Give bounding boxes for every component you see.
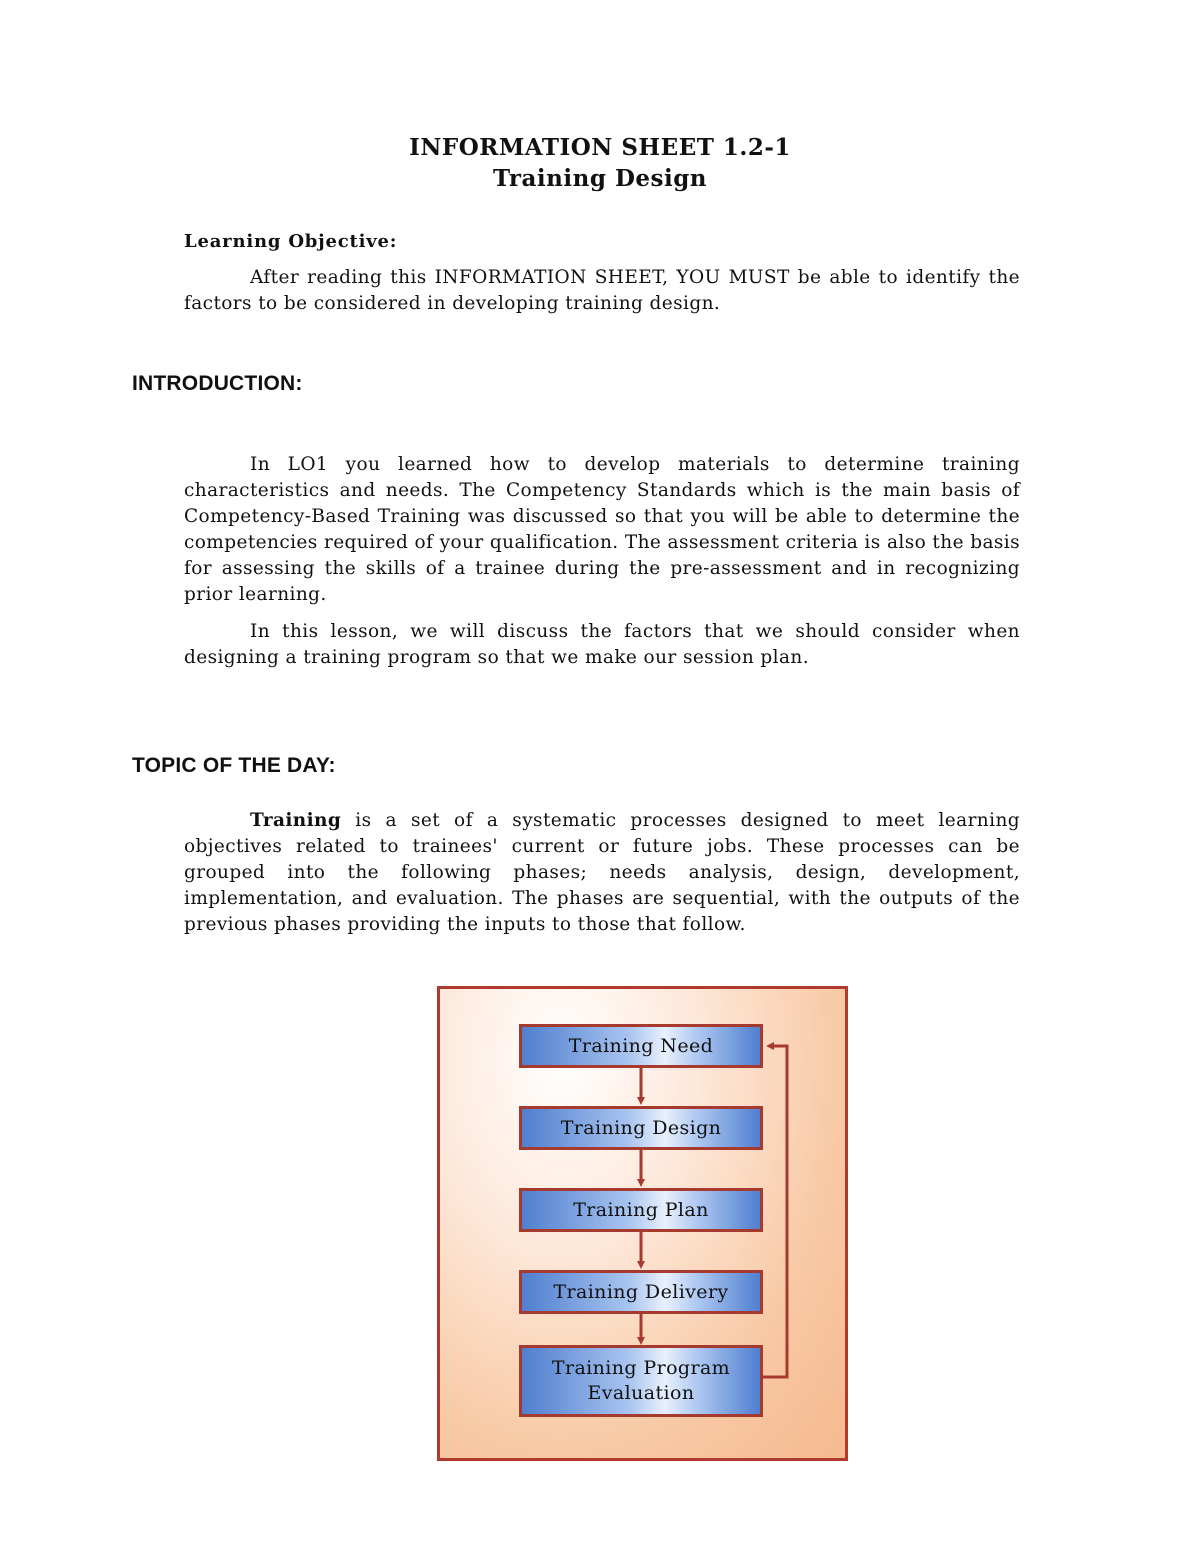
introduction-heading: INTRODUCTION:: [132, 372, 303, 395]
topic-paragraph: [184, 808, 1020, 938]
introduction-paragraph-1: In LO1 you learned how to develop materials to determine training characteristics and needs. The Competency Standards which is the main basis of Competency-Based Training was discussed so that you will be able to determine the competencies required of your qualification. The assessment criteria is also the basis for assessing the skills of a trainee during the pre-assessment and in recognizing prior learning.: [184, 454, 1020, 605]
title-line-1: INFORMATION SHEET 1.2-1: [409, 134, 791, 161]
introduction-paragraph-2: In this lesson, we will discuss the factors that we should consider when designing a training program so that we make our session plan.: [184, 621, 1020, 668]
step-training-plan: Training Plan: [519, 1188, 763, 1232]
training-cycle-diagram: [437, 986, 848, 1461]
step-training-program-evaluation: Training Program Evaluation: [519, 1345, 763, 1417]
step-training-need: Training Need: [519, 1024, 763, 1068]
topic-paragraph-text: is a set of a systematic processes designed to meet learning objectives related to trainees' current or future jobs. These processes can be grouped into the following phases; needs analysis, design, development, implementation, and evaluation. The phases are sequential, with the outputs of the previous phases providing the inputs to those that follow.: [184, 810, 1020, 935]
topic-bold-term: Training: [250, 810, 342, 831]
step-training-delivery: Training Delivery: [519, 1270, 763, 1314]
learning-objective-text: After reading this INFORMATION SHEET, YOU MUST be able to identify the factors to be considered in developing training design.: [184, 267, 1020, 314]
step-training-design: Training Design: [519, 1106, 763, 1150]
page-title: [0, 132, 1200, 194]
title-line-2: Training Design: [492, 165, 708, 192]
arrow-feedback-loop: [763, 1046, 787, 1377]
topic-heading: TOPIC OF THE DAY:: [132, 754, 336, 777]
learning-objective-label: Learning Objective:: [184, 231, 398, 252]
